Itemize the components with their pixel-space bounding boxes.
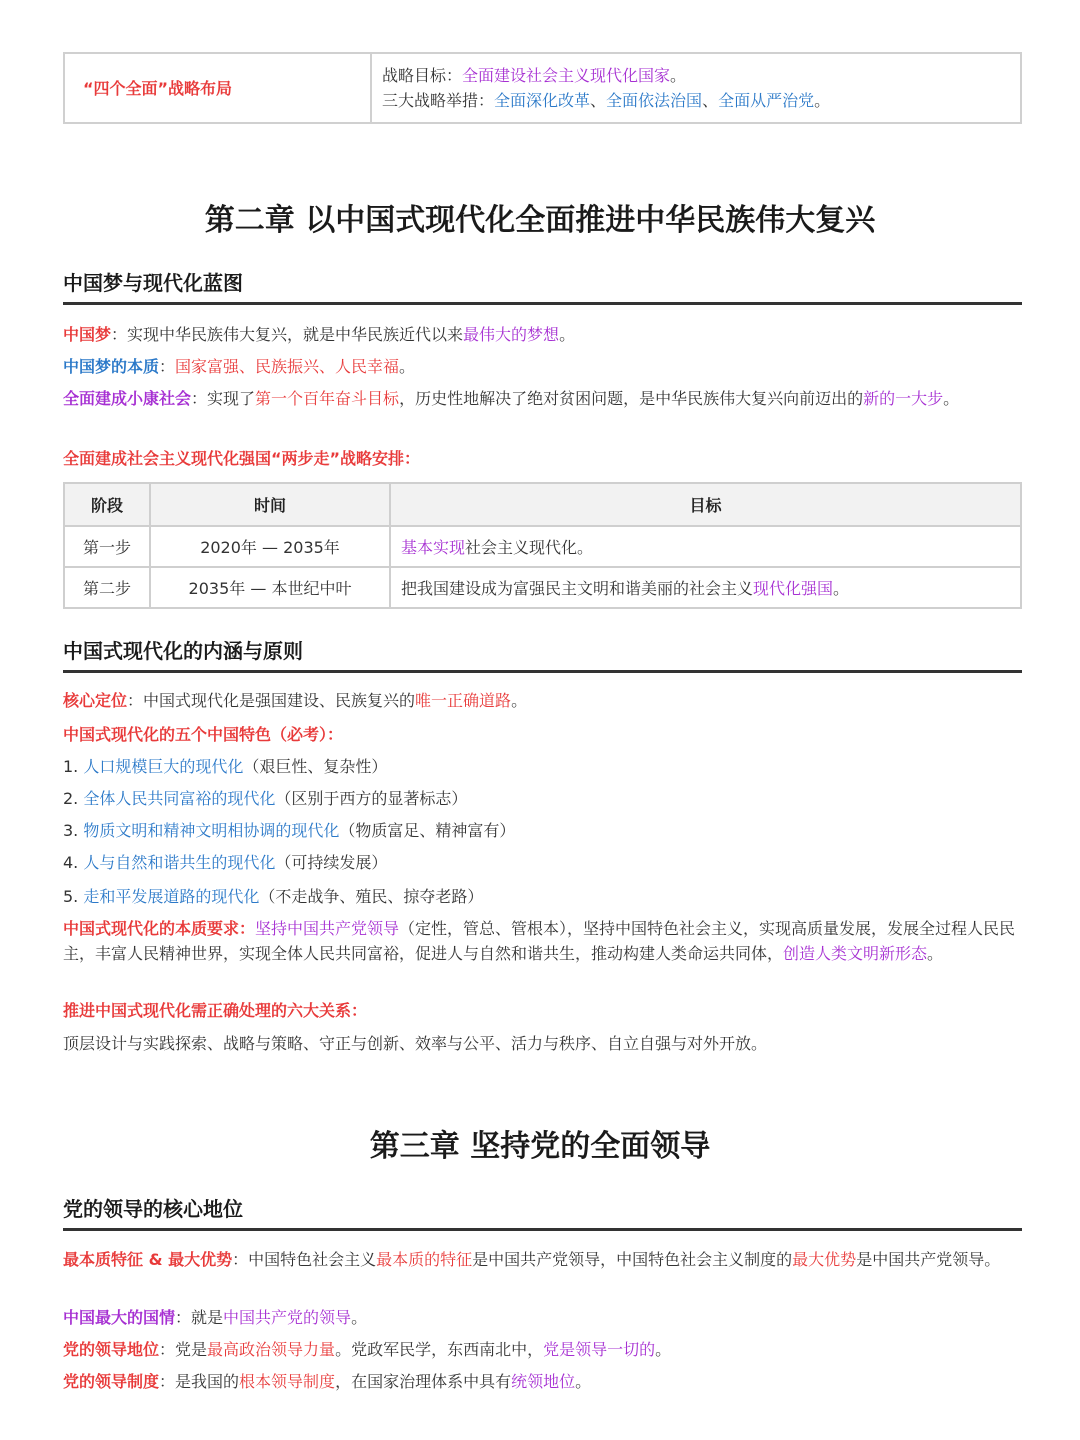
section-heading-party-leadership: 党的领导的核心地位 <box>63 1194 1022 1231</box>
cell-stage: 第二步 <box>64 567 150 608</box>
cell-goal: 基本实现社会主义现代化。 <box>390 526 1021 567</box>
table-row <box>64 567 1021 608</box>
list-item: 5. 走和平发展道路的现代化（不走战争、殖民、掠夺老路） <box>63 887 484 906</box>
six-relations-text: 顶层设计与实践探索、战略与策略、守正与创新、效率与公平、活力与秩序、自立自强与对外开放。 <box>63 1034 768 1053</box>
paragraph-dream-essence: 中国梦的本质：国家富强、民族振兴、人民幸福。 <box>63 357 416 376</box>
table-value <box>371 53 1021 123</box>
table-header-row <box>64 483 1021 526</box>
table-label: “四个全面”战略布局 <box>64 53 371 123</box>
paragraph-essential-requirements: 中国式现代化的本质要求：坚持中国共产党领导（定性，管总、管根本），坚持中国特色社会主义，实现高质量发展，发展全过程人民民主，丰富人民精神世界，实现全体人民共同富裕，促进人与自然和谐共生，推动构建人类命运共同体，创造人类文明新形态。 <box>63 919 1016 963</box>
list-item: 3. 物质文明和精神文明相协调的现代化（物质富足、精神富有） <box>63 821 516 840</box>
two-step-table <box>63 482 1022 609</box>
header-stage: 阶段 <box>64 483 150 526</box>
header-goal: 目标 <box>390 483 1021 526</box>
cell-goal: 把我国建设成为富强民主文明和谐美丽的社会主义现代化强国。 <box>390 567 1021 608</box>
section-heading-china-dream: 中国梦与现代化蓝图 <box>63 268 1022 305</box>
paragraph-leadership-status: 党的领导地位：党是最高政治领导力量。党政军民学，东西南北中，党是领导一切的。 <box>63 1340 672 1359</box>
paragraph-essential-feature: 最本质特征 & 最大优势：中国特色社会主义最本质的特征是中国共产党领导，中国特色社会主义制度的最大优势是中国共产党领导。 <box>63 1250 1001 1269</box>
cell-stage: 第一步 <box>64 526 150 567</box>
header-time: 时间 <box>150 483 390 526</box>
paragraph-china-dream: 中国梦：实现中华民族伟大复兴，就是中华民族近代以来最伟大的梦想。 <box>63 325 576 344</box>
chapter-3-title: 第三章 坚持党的全面领导 <box>369 1129 711 1164</box>
cell-time: 2020年 — 2035年 <box>150 526 390 567</box>
paragraph-leadership-system: 党的领导制度：是我国的根本领导制度，在国家治理体系中具有统领地位。 <box>63 1372 592 1391</box>
five-features-title: 中国式现代化的五个中国特色（必考）： <box>63 725 344 744</box>
paragraph-national-condition: 中国最大的国情：就是中国共产党的领导。 <box>63 1308 368 1327</box>
paragraph-xiaokang: 全面建成小康社会：实现了第一个百年奋斗目标，历史性地解决了绝对贫困问题，是中华民族伟大复兴向前迈出的新的一大步。 <box>63 389 960 408</box>
table-row <box>64 53 1021 123</box>
six-relations-title: 推进中国式现代化需正确处理的六大关系： <box>63 1001 368 1020</box>
list-item: 2. 全体人民共同富裕的现代化（区别于西方的显著标志） <box>63 789 468 808</box>
list-item: 1. 人口规模巨大的现代化（艰巨性、复杂性） <box>63 757 388 776</box>
cell-time: 2035年 — 本世纪中叶 <box>150 567 390 608</box>
chapter-2-title: 第二章 以中国式现代化全面推进中华民族伟大复兴 <box>204 203 876 238</box>
strategic-goal-line: 战略目标：全面建设社会主义现代化国家。 <box>382 66 687 85</box>
section-heading-chinese-modernization: 中国式现代化的内涵与原则 <box>63 636 1022 673</box>
two-step-title: 全面建成社会主义现代化强国“两步走”战略安排： <box>63 449 421 468</box>
list-item: 4. 人与自然和谐共生的现代化（可持续发展） <box>63 853 388 872</box>
four-comprehensives-table <box>63 52 1022 124</box>
paragraph-core-position: 核心定位：中国式现代化是强国建设、民族复兴的唯一正确道路。 <box>63 691 528 710</box>
strategic-measures-line: 三大战略举措：全面深化改革、全面依法治国、全面从严治党。 <box>382 91 831 110</box>
table-row <box>64 526 1021 567</box>
